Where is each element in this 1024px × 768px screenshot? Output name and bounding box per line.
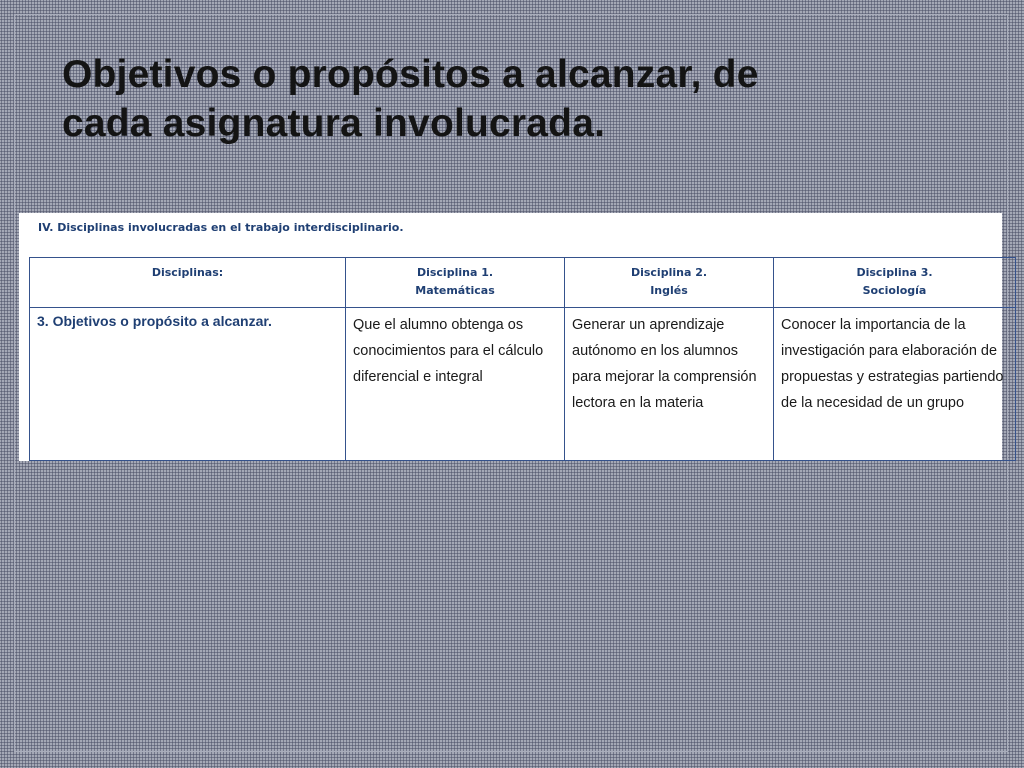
table-row-objectives — [30, 308, 1016, 461]
discipline-3-name: Sociología — [862, 284, 927, 297]
objective-cell-1 — [346, 308, 565, 461]
objective-cell-3 — [774, 308, 1016, 461]
header-cell-discipline-2 — [565, 258, 774, 308]
section-heading: IV. Disciplinas involucradas en el trabajo interdisciplinario. — [38, 221, 404, 234]
header-cell-label — [30, 258, 346, 308]
discipline-3-number: Disciplina 3. — [856, 266, 933, 279]
discipline-2-name: Inglés — [650, 284, 688, 297]
table-header-row — [30, 258, 1016, 308]
objective-discipline-1: Que el alumno obtenga os conocimientos para el cálculo diferencial e integral — [353, 317, 544, 385]
row-label-cell — [30, 308, 346, 461]
discipline-1-name: Matemáticas — [415, 284, 495, 297]
objective-cell-2 — [565, 308, 774, 461]
header-label: Disciplinas: — [151, 266, 224, 279]
objective-discipline-2: Generar un aprendizaje autónomo en los alumnos para mejorar la comprensión lectora en la materia — [572, 317, 757, 411]
slide-title-line-2: cada asignatura involucrada. — [62, 102, 606, 145]
discipline-1-number: Disciplina 1. — [416, 266, 494, 279]
slide-title-line-1: Objetivos o propósitos a alcanzar, de — [62, 53, 759, 96]
slide-title — [62, 50, 962, 148]
discipline-2-number: Disciplina 2. — [630, 266, 708, 279]
header-cell-discipline-1 — [346, 258, 565, 308]
document-image — [19, 213, 1002, 461]
disciplines-table — [29, 257, 1016, 461]
objective-discipline-3: Conocer la importancia de la investigación para elaboración de propuestas y estrategias partiendo de la necesidad de un grupo — [781, 317, 1004, 411]
row-label: 3. Objetivos o propósito a alcanzar. — [37, 313, 272, 329]
header-cell-discipline-3 — [774, 258, 1016, 308]
